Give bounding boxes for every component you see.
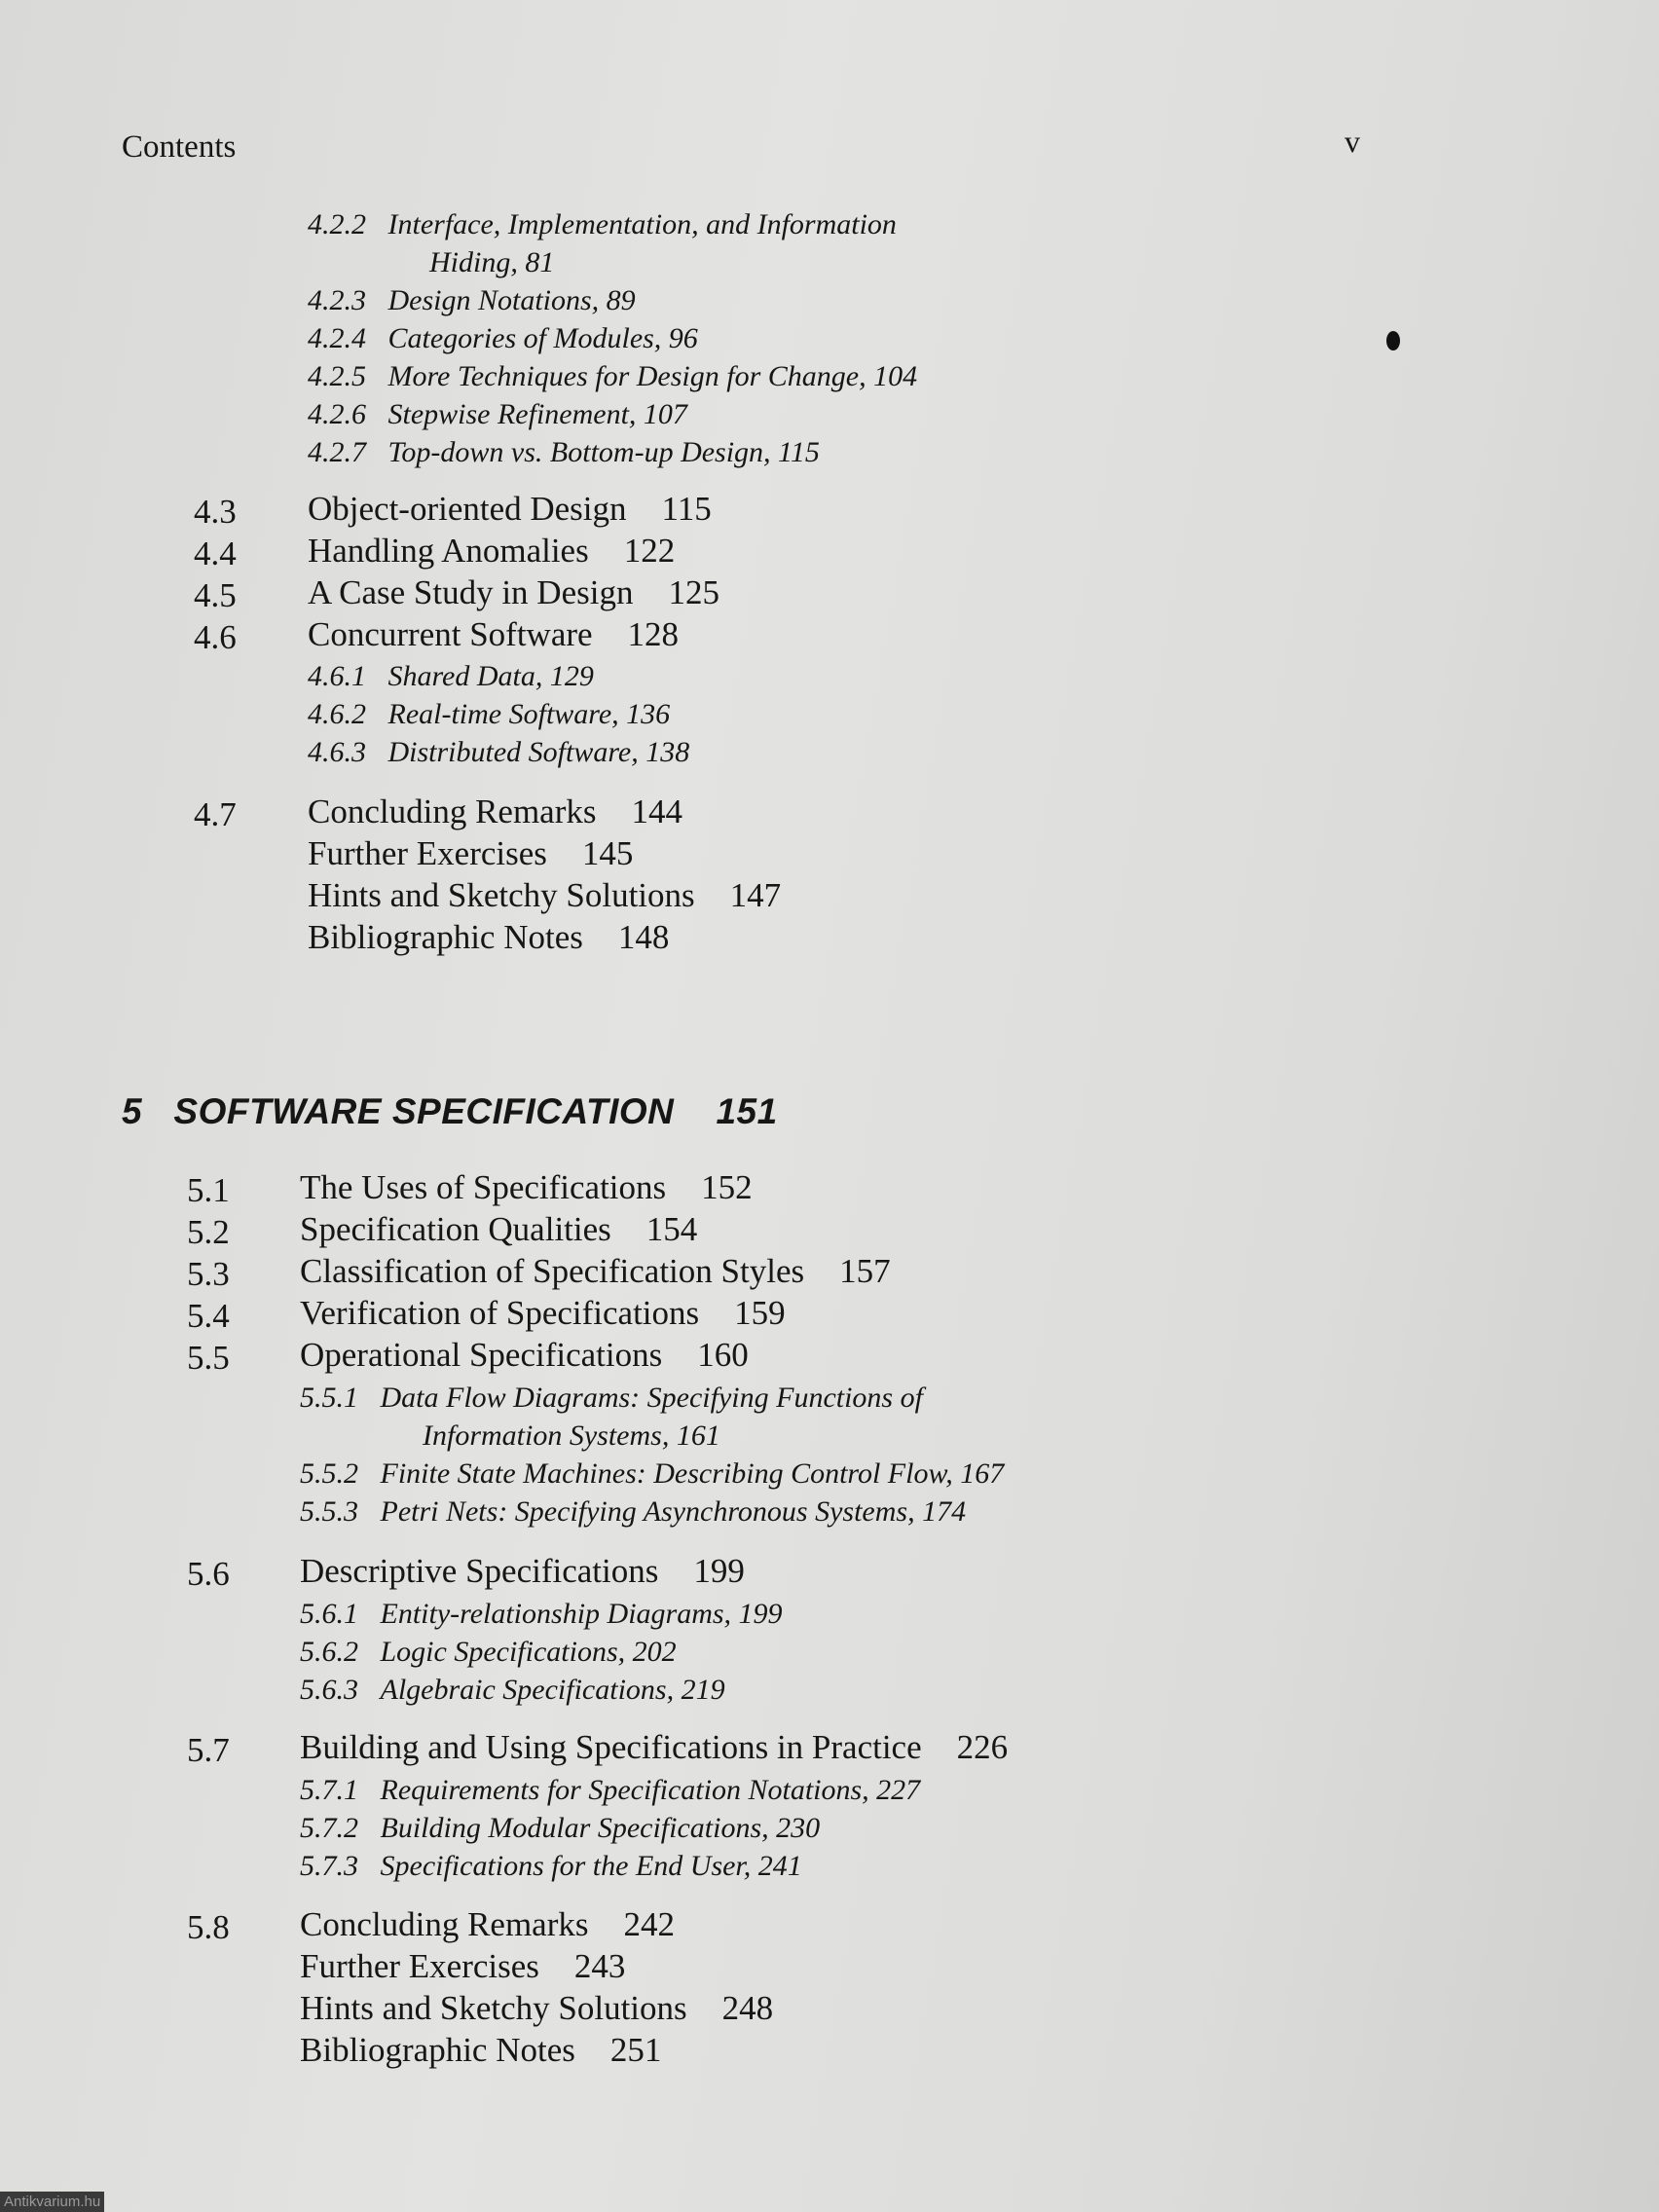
toc-section-number: 4.3 bbox=[194, 493, 237, 531]
toc-section-number: 4.6 bbox=[194, 618, 237, 656]
toc-subsection-continued[interactable]: Hiding, 81 bbox=[429, 246, 555, 278]
toc-subsection[interactable]: 5.6.3 Algebraic Specifications, 219 bbox=[300, 1674, 725, 1706]
toc-section-number: 4.4 bbox=[194, 535, 237, 572]
toc-entry[interactable]: Hints and Sketchy Solutions 147 bbox=[308, 876, 782, 914]
toc-subsection-continued[interactable]: Information Systems, 161 bbox=[423, 1419, 720, 1452]
toc-section[interactable]: Verification of Specifications 159 bbox=[300, 1294, 786, 1332]
toc-entry[interactable]: Further Exercises 243 bbox=[300, 1947, 626, 1985]
toc-section[interactable]: The Uses of Specifications 152 bbox=[300, 1168, 753, 1206]
toc-entry[interactable]: Hints and Sketchy Solutions 248 bbox=[300, 1989, 774, 2027]
toc-section-number: 5.4 bbox=[187, 1297, 230, 1335]
toc-section-number: 4.7 bbox=[194, 795, 237, 833]
toc-section-number: 5.1 bbox=[187, 1171, 230, 1209]
toc-section-number: 5.3 bbox=[187, 1255, 230, 1293]
toc-subsection[interactable]: 4.2.6 Stepwise Refinement, 107 bbox=[308, 398, 687, 430]
toc-subsection[interactable]: 4.6.2 Real-time Software, 136 bbox=[308, 698, 671, 730]
toc-section[interactable]: Handling Anomalies 122 bbox=[308, 532, 676, 570]
toc-section[interactable]: Concurrent Software 128 bbox=[308, 615, 680, 653]
toc-subsection[interactable]: 5.5.2 Finite State Machines: Describing Control Flow, 167 bbox=[300, 1457, 1005, 1490]
toc-section[interactable]: Concluding Remarks 144 bbox=[308, 793, 682, 830]
toc-section-number: 4.5 bbox=[194, 576, 237, 614]
toc-section-number: 5.7 bbox=[187, 1731, 230, 1769]
chapter-heading[interactable]: 5 SOFTWARE SPECIFICATION 151 bbox=[122, 1091, 778, 1131]
toc-subsection[interactable]: 5.7.3 Specifications for the End User, 241 bbox=[300, 1850, 802, 1882]
toc-subsection[interactable]: 5.5.1 Data Flow Diagrams: Specifying Functions of bbox=[300, 1382, 923, 1414]
toc-section[interactable]: Classification of Specification Styles 157 bbox=[300, 1252, 891, 1290]
toc-subsection[interactable]: 4.6.1 Shared Data, 129 bbox=[308, 660, 594, 692]
toc-section[interactable]: Descriptive Specifications 199 bbox=[300, 1552, 745, 1590]
toc-subsection[interactable]: 5.7.1 Requirements for Specification Notations, 227 bbox=[300, 1774, 921, 1806]
page-number: v bbox=[1345, 124, 1360, 159]
toc-section[interactable]: Object-oriented Design 115 bbox=[308, 490, 712, 528]
toc-section-number: 5.2 bbox=[187, 1213, 230, 1251]
toc-entry[interactable]: Bibliographic Notes 148 bbox=[308, 918, 670, 956]
toc-section[interactable]: Operational Specifications 160 bbox=[300, 1336, 749, 1374]
toc-subsection[interactable]: 4.2.5 More Techniques for Design for Change, 104 bbox=[308, 360, 918, 392]
toc-section-number: 5.6 bbox=[187, 1555, 230, 1593]
toc-entry[interactable]: Bibliographic Notes 251 bbox=[300, 2031, 662, 2069]
toc-section[interactable]: Building and Using Specifications in Practice 226 bbox=[300, 1728, 1009, 1766]
watermark: Antikvarium.hu bbox=[0, 2192, 104, 2212]
toc-section[interactable]: Concluding Remarks 242 bbox=[300, 1905, 675, 1943]
toc-subsection[interactable]: 5.6.2 Logic Specifications, 202 bbox=[300, 1636, 677, 1668]
toc-section-number: 5.8 bbox=[187, 1908, 230, 1946]
running-header: Contents bbox=[122, 129, 237, 165]
toc-entry[interactable]: Further Exercises 145 bbox=[308, 834, 634, 872]
ink-speck bbox=[1386, 331, 1400, 350]
toc-subsection[interactable]: 4.2.7 Top-down vs. Bottom-up Design, 115 bbox=[308, 436, 820, 468]
toc-subsection[interactable]: 4.6.3 Distributed Software, 138 bbox=[308, 736, 690, 768]
toc-subsection[interactable]: 4.2.2 Interface, Implementation, and Information bbox=[308, 208, 897, 240]
toc-section[interactable]: Specification Qualities 154 bbox=[300, 1210, 698, 1248]
toc-subsection[interactable]: 5.5.3 Petri Nets: Specifying Asynchronous Systems, 174 bbox=[300, 1495, 967, 1528]
toc-section-number: 5.5 bbox=[187, 1339, 230, 1377]
toc-subsection[interactable]: 4.2.3 Design Notations, 89 bbox=[308, 284, 636, 316]
toc-section[interactable]: A Case Study in Design 125 bbox=[308, 573, 719, 611]
toc-subsection[interactable]: 5.6.1 Entity-relationship Diagrams, 199 bbox=[300, 1598, 783, 1630]
toc-subsection[interactable]: 4.2.4 Categories of Modules, 96 bbox=[308, 322, 698, 354]
toc-subsection[interactable]: 5.7.2 Building Modular Specifications, 230 bbox=[300, 1812, 821, 1844]
